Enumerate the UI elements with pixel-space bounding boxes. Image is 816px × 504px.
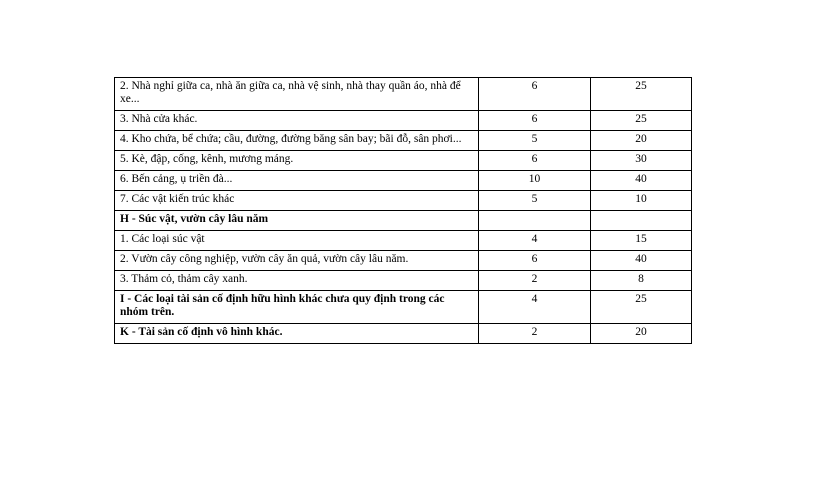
row-label: 3. Nhà cửa khác. [115,111,479,131]
min-years: 6 [479,251,591,271]
max-years: 8 [591,271,692,291]
min-years: 5 [479,191,591,211]
min-years: 2 [479,271,591,291]
depreciation-table [114,77,692,344]
table-row [115,191,692,211]
max-years: 30 [591,151,692,171]
section-label: K - Tài sản cố định vô hình khác. [115,324,479,344]
max-years: 25 [591,78,692,111]
table-row [115,231,692,251]
table-row [115,251,692,271]
section-header-row [115,291,692,324]
row-label: 7. Các vật kiến trúc khác [115,191,479,211]
min-years: 6 [479,111,591,131]
section-header-row [115,211,692,231]
section-label: H - Súc vật, vườn cây lâu năm [115,211,479,231]
section-header-row [115,324,692,344]
min-years: 2 [479,324,591,344]
table-body [115,78,692,344]
row-label: 6. Bến cảng, ụ triền đà... [115,171,479,191]
min-years: 10 [479,171,591,191]
min-years [479,211,591,231]
min-years: 4 [479,291,591,324]
max-years [591,211,692,231]
max-years: 25 [591,111,692,131]
min-years: 6 [479,78,591,111]
max-years: 20 [591,324,692,344]
table-row [115,78,692,111]
row-label: 2. Nhà nghỉ giữa ca, nhà ăn giữa ca, nhà vệ sinh, nhà thay quần áo, nhà để xe... [115,78,479,111]
row-label: 2. Vườn cây công nghiệp, vườn cây ăn quả, vườn cây lâu năm. [115,251,479,271]
row-label: 3. Thảm cỏ, thảm cây xanh. [115,271,479,291]
max-years: 10 [591,191,692,211]
table-row [115,131,692,151]
table-row [115,271,692,291]
section-label: I - Các loại tài sản cố định hữu hình khác chưa quy định trong các nhóm trên. [115,291,479,324]
row-label: 4. Kho chứa, bể chứa; cầu, đường, đường băng sân bay; bãi đỗ, sân phơi... [115,131,479,151]
max-years: 40 [591,171,692,191]
table-row [115,111,692,131]
row-label: 5. Kè, đập, cống, kênh, mương máng. [115,151,479,171]
max-years: 20 [591,131,692,151]
row-label: 1. Các loại súc vật [115,231,479,251]
max-years: 40 [591,251,692,271]
max-years: 25 [591,291,692,324]
table-row [115,151,692,171]
table-row [115,171,692,191]
max-years: 15 [591,231,692,251]
min-years: 5 [479,131,591,151]
min-years: 4 [479,231,591,251]
min-years: 6 [479,151,591,171]
